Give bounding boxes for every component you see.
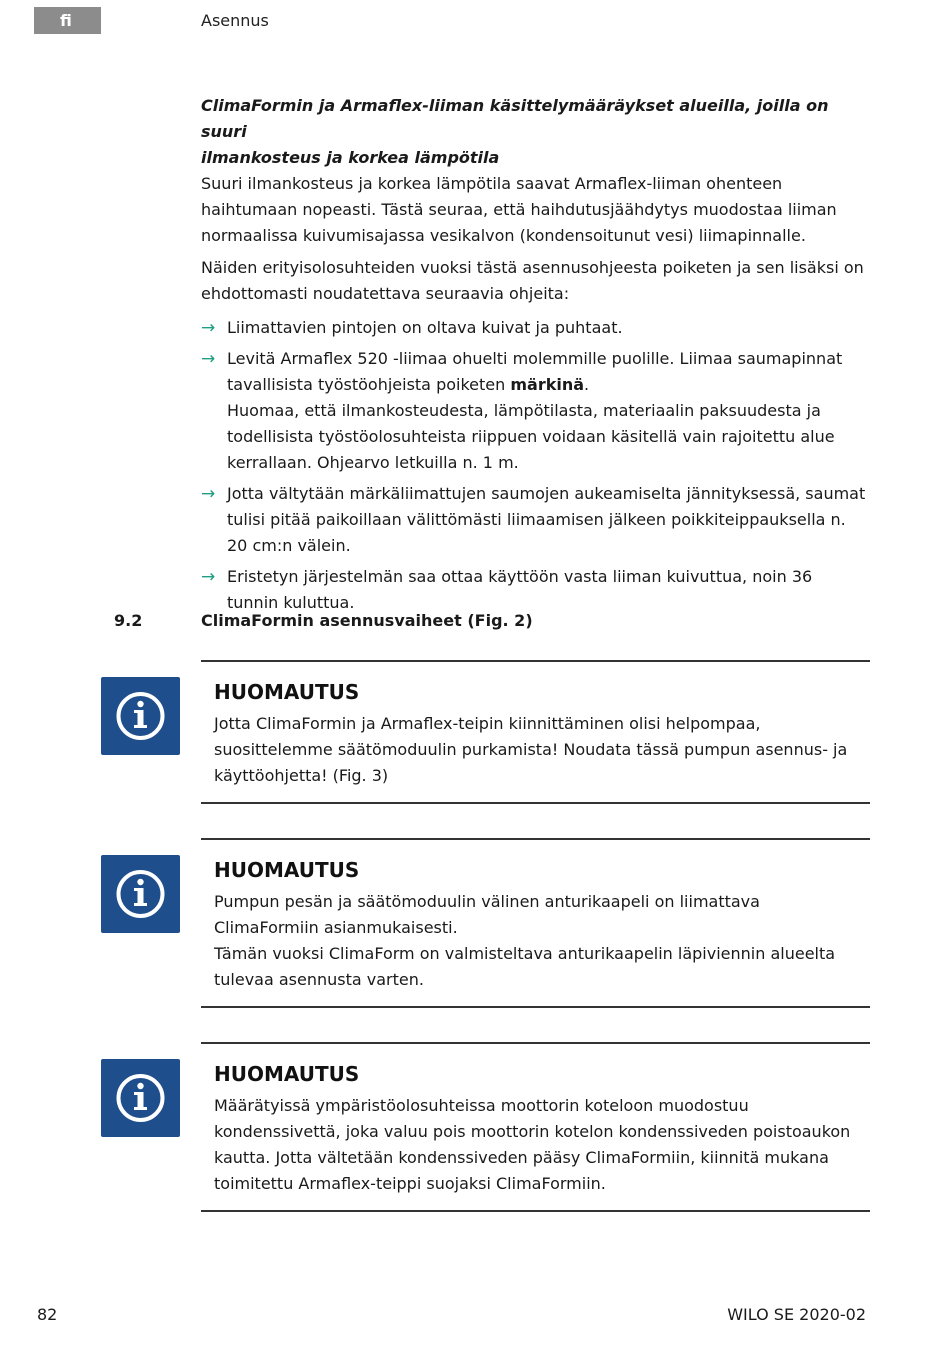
list-item-text: Liimattavien pintojen on oltava kuivat ja puhtaat. (227, 318, 623, 337)
notice-divider-bottom (201, 802, 870, 804)
notice-title: HUOMAUTUS (214, 1062, 360, 1086)
list-item-text: Jotta vältytään märkäliimattujen saumojen aukeamiselta jännityksessä, saumat tulisi pitää paikoillaan välittömästi liimaamisen jälkeen poikkiteippauksella n. (227, 484, 866, 529)
subhead-line-1: ClimaFormin ja Armaflex-liiman käsittelymääräykset alueilla, joilla on suuri (201, 96, 829, 141)
notice-divider-bottom (201, 1006, 870, 1008)
info-icon (101, 677, 180, 755)
notice-title: HUOMAUTUS (214, 858, 360, 882)
notice-text: Määrätyissä ympäristöolosuhteissa moottorin koteloon muodostuu kondenssivettä, joka valuu pois moottorin kotelon kondenssiveden poistoaukon kautta. Jotta vältetään kondenssiveden pääsy ClimaFormiin, kiinnitä mukana toimitettu Armaflex-teippi suojaksi ClimaFormiin. (214, 1096, 851, 1193)
subhead (201, 93, 866, 171)
notice-title: HUOMAUTUS (214, 680, 360, 704)
notice-divider-top (201, 660, 870, 662)
language-tab (34, 7, 101, 34)
intro-section (201, 93, 866, 621)
arrow-right-icon: → (201, 318, 216, 338)
arrow-right-icon: → (201, 567, 216, 587)
notice-divider-top (201, 1042, 870, 1044)
intro-paragraph-1: Suuri ilmankosteus ja korkea lämpötila saavat Armaflex-liiman ohenteen haihtumaan nopeasti. Tästä seuraa, että haihdutusjäähdytys muodostaa liiman normaalissa kuivumisajassa vesikalvon (kondensoitunut vesi) liimapinnalle. (201, 174, 837, 245)
notice-divider-top (201, 838, 870, 840)
publisher-info: WILO SE 2020-02 (727, 1305, 866, 1324)
running-header: Asennus (201, 11, 269, 30)
list-item-text: Eristetyn järjestelmän saa ottaa käyttöön vasta liiman kuivuttua, noin 36 tunnin kuluttua. (227, 567, 813, 612)
notice-1 (214, 677, 864, 789)
language-label: fi (60, 11, 72, 30)
notice-text: Tämän vuoksi ClimaForm on valmisteltava anturikaapelin läpiviennin alueelta tulevaa asennusta varten. (214, 944, 836, 989)
notice-text: Jotta ClimaFormin ja Armaflex-teipin kiinnittäminen olisi helpompaa, suosittelemme säätömoduulin purkamista! Noudata tässä pumpun asennus- ja käyttöohjetta! (Fig. 3) (214, 714, 848, 785)
list-item-text: Huomaa, että ilmankosteudesta, lämpötilasta, materiaalin paksuudesta ja todellisista työstöolosuhteista riippuen voidaan käsitellä vain rajoitettu alue kerrallaan. Ohjearvo letkuilla n. 1 m. (227, 401, 835, 472)
notice-2 (214, 855, 864, 993)
arrow-right-icon: → (201, 484, 216, 504)
info-icon (101, 855, 180, 933)
subhead-line-2: ilmankosteus ja korkea lämpötila (201, 148, 500, 167)
list-item-text: Levitä Armaflex 520 -liimaa ohuelti molemmille puolille. Liimaa saumapinnat tavallisista työstöohjeista poiketen (227, 349, 843, 394)
list-item (201, 315, 866, 341)
page-number: 82 (37, 1305, 58, 1324)
list-item-emphasis: märkinä (510, 375, 585, 394)
list-item (201, 481, 866, 559)
intro-paragraph-2: Näiden erityisolosuhteiden vuoksi tästä asennusohjeesta poiketen ja sen lisäksi on ehdottomasti noudatettava seuraavia ohjeita: (201, 258, 864, 303)
section-title: ClimaFormin asennusvaiheet (Fig. 2) (201, 611, 533, 630)
info-icon (101, 1059, 180, 1137)
list-item-text: . (584, 375, 590, 394)
notice-divider-bottom (201, 1210, 870, 1212)
notice-text: Pumpun pesän ja säätömoduulin välinen anturikaapeli on liimattava ClimaFormiin asianmukaisesti. (214, 892, 760, 937)
list-item-text: 20 cm:n välein. (227, 536, 351, 555)
instruction-list (201, 315, 866, 616)
arrow-right-icon: → (201, 349, 216, 369)
notice-3 (214, 1059, 864, 1197)
section-number: 9.2 (114, 611, 143, 630)
list-item (201, 346, 866, 476)
